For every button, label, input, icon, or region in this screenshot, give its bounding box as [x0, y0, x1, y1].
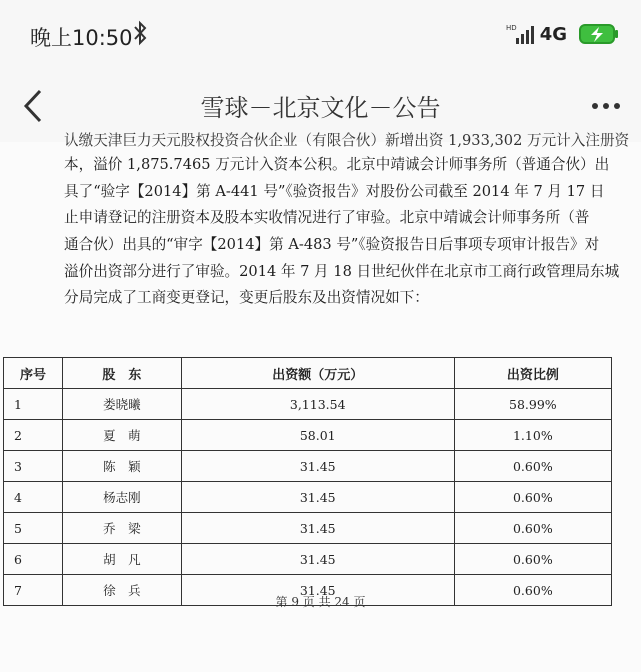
document-viewer[interactable] — [0, 132, 641, 672]
paragraph-line: 溢价出资部分进行了审验。2014 年 7 月 18 日世纪伙伴在北京市工商行政管理局东城 — [64, 262, 620, 280]
cell-ratio: 0.60% — [454, 513, 611, 544]
header-ratio: 出资比例 — [454, 358, 611, 389]
cell-shareholder: 乔 梁 — [63, 513, 182, 544]
cell-ratio: 1.10% — [454, 420, 611, 451]
header-no: 序号 — [4, 358, 63, 389]
cell-ratio: 0.60% — [454, 575, 611, 606]
cell-ratio: 0.60% — [454, 544, 611, 575]
page-title: 雪球－北京文化－公告 — [200, 94, 441, 122]
cell-no: 1 — [4, 389, 63, 420]
shareholder-table — [3, 357, 612, 606]
table-row — [4, 482, 612, 513]
bluetooth-icon — [133, 20, 147, 46]
cell-shareholder: 杨志刚 — [63, 482, 182, 513]
page-number: 第 9 页 共 24 页 — [275, 595, 366, 609]
header-shareholder: 股 东 — [63, 358, 182, 389]
cell-shareholder: 陈 颖 — [63, 451, 182, 482]
cell-shareholder: 夏 萌 — [63, 420, 182, 451]
table-header-row — [4, 358, 612, 389]
cell-contribution: 31.45 — [181, 544, 454, 575]
cell-contribution: 31.45 — [181, 575, 454, 606]
signal-icon — [506, 22, 534, 46]
status-time: 晚上10:50 — [30, 26, 133, 50]
more-options-icon[interactable] — [591, 96, 621, 116]
table-row — [4, 451, 612, 482]
cell-no: 7 — [4, 575, 63, 606]
cell-ratio: 0.60% — [454, 482, 611, 513]
cell-no: 5 — [4, 513, 63, 544]
header-contribution: 出资额（万元） — [181, 358, 454, 389]
table-row — [4, 420, 612, 451]
cell-contribution: 3,113.54 — [181, 389, 454, 420]
cell-shareholder: 娄晓曦 — [63, 389, 182, 420]
svg-text:HD: HD — [505, 24, 517, 32]
table-row — [4, 513, 612, 544]
cell-no: 4 — [4, 482, 63, 513]
cell-contribution: 31.45 — [181, 482, 454, 513]
cell-ratio: 0.60% — [454, 451, 611, 482]
status-bar — [0, 0, 641, 70]
paragraph-line: 本，溢价 1,875.7465 万元计入资本公积。北京中靖诚会计师事务所（普通合伙）出 — [64, 156, 610, 173]
cell-no: 2 — [4, 420, 63, 451]
status-indicators — [506, 20, 619, 48]
paragraph-line: 止申请登记的注册资本及股本实收情况进行了审验。北京中靖诚会计师事务所（普 — [64, 209, 590, 227]
cell-shareholder: 胡 凡 — [63, 544, 182, 575]
document-body — [64, 132, 630, 312]
table-row — [4, 544, 612, 575]
network-type: 4G — [539, 23, 567, 45]
battery-charging-icon — [579, 23, 619, 45]
table-row — [4, 389, 612, 420]
cell-no: 3 — [4, 451, 63, 482]
clipped-text-line: 认缴天津巨力天元股权投资合伙企业（有限合伙）新增出资 1,933,302 万元计入注册资 — [64, 132, 630, 149]
cell-contribution: 58.01 — [181, 420, 454, 451]
cell-ratio: 58.99% — [454, 389, 611, 420]
cell-shareholder: 徐 兵 — [63, 575, 182, 606]
paragraph-line: 通合伙）出具的“审字【2014】第 A-483 号”《验资报告日后事项专项审计报告》对 — [64, 236, 600, 254]
paragraph-line: 具了“验字【2014】第 A-441 号”《验资报告》对股份公司截至 2014 年 7 月 17 日 — [64, 182, 605, 200]
cell-contribution: 31.45 — [181, 451, 454, 482]
cell-contribution: 31.45 — [181, 513, 454, 544]
cell-no: 6 — [4, 544, 63, 575]
paragraph-line: 分局完成了工商变更登记，变更后股东及出资情况如下： — [64, 289, 429, 307]
